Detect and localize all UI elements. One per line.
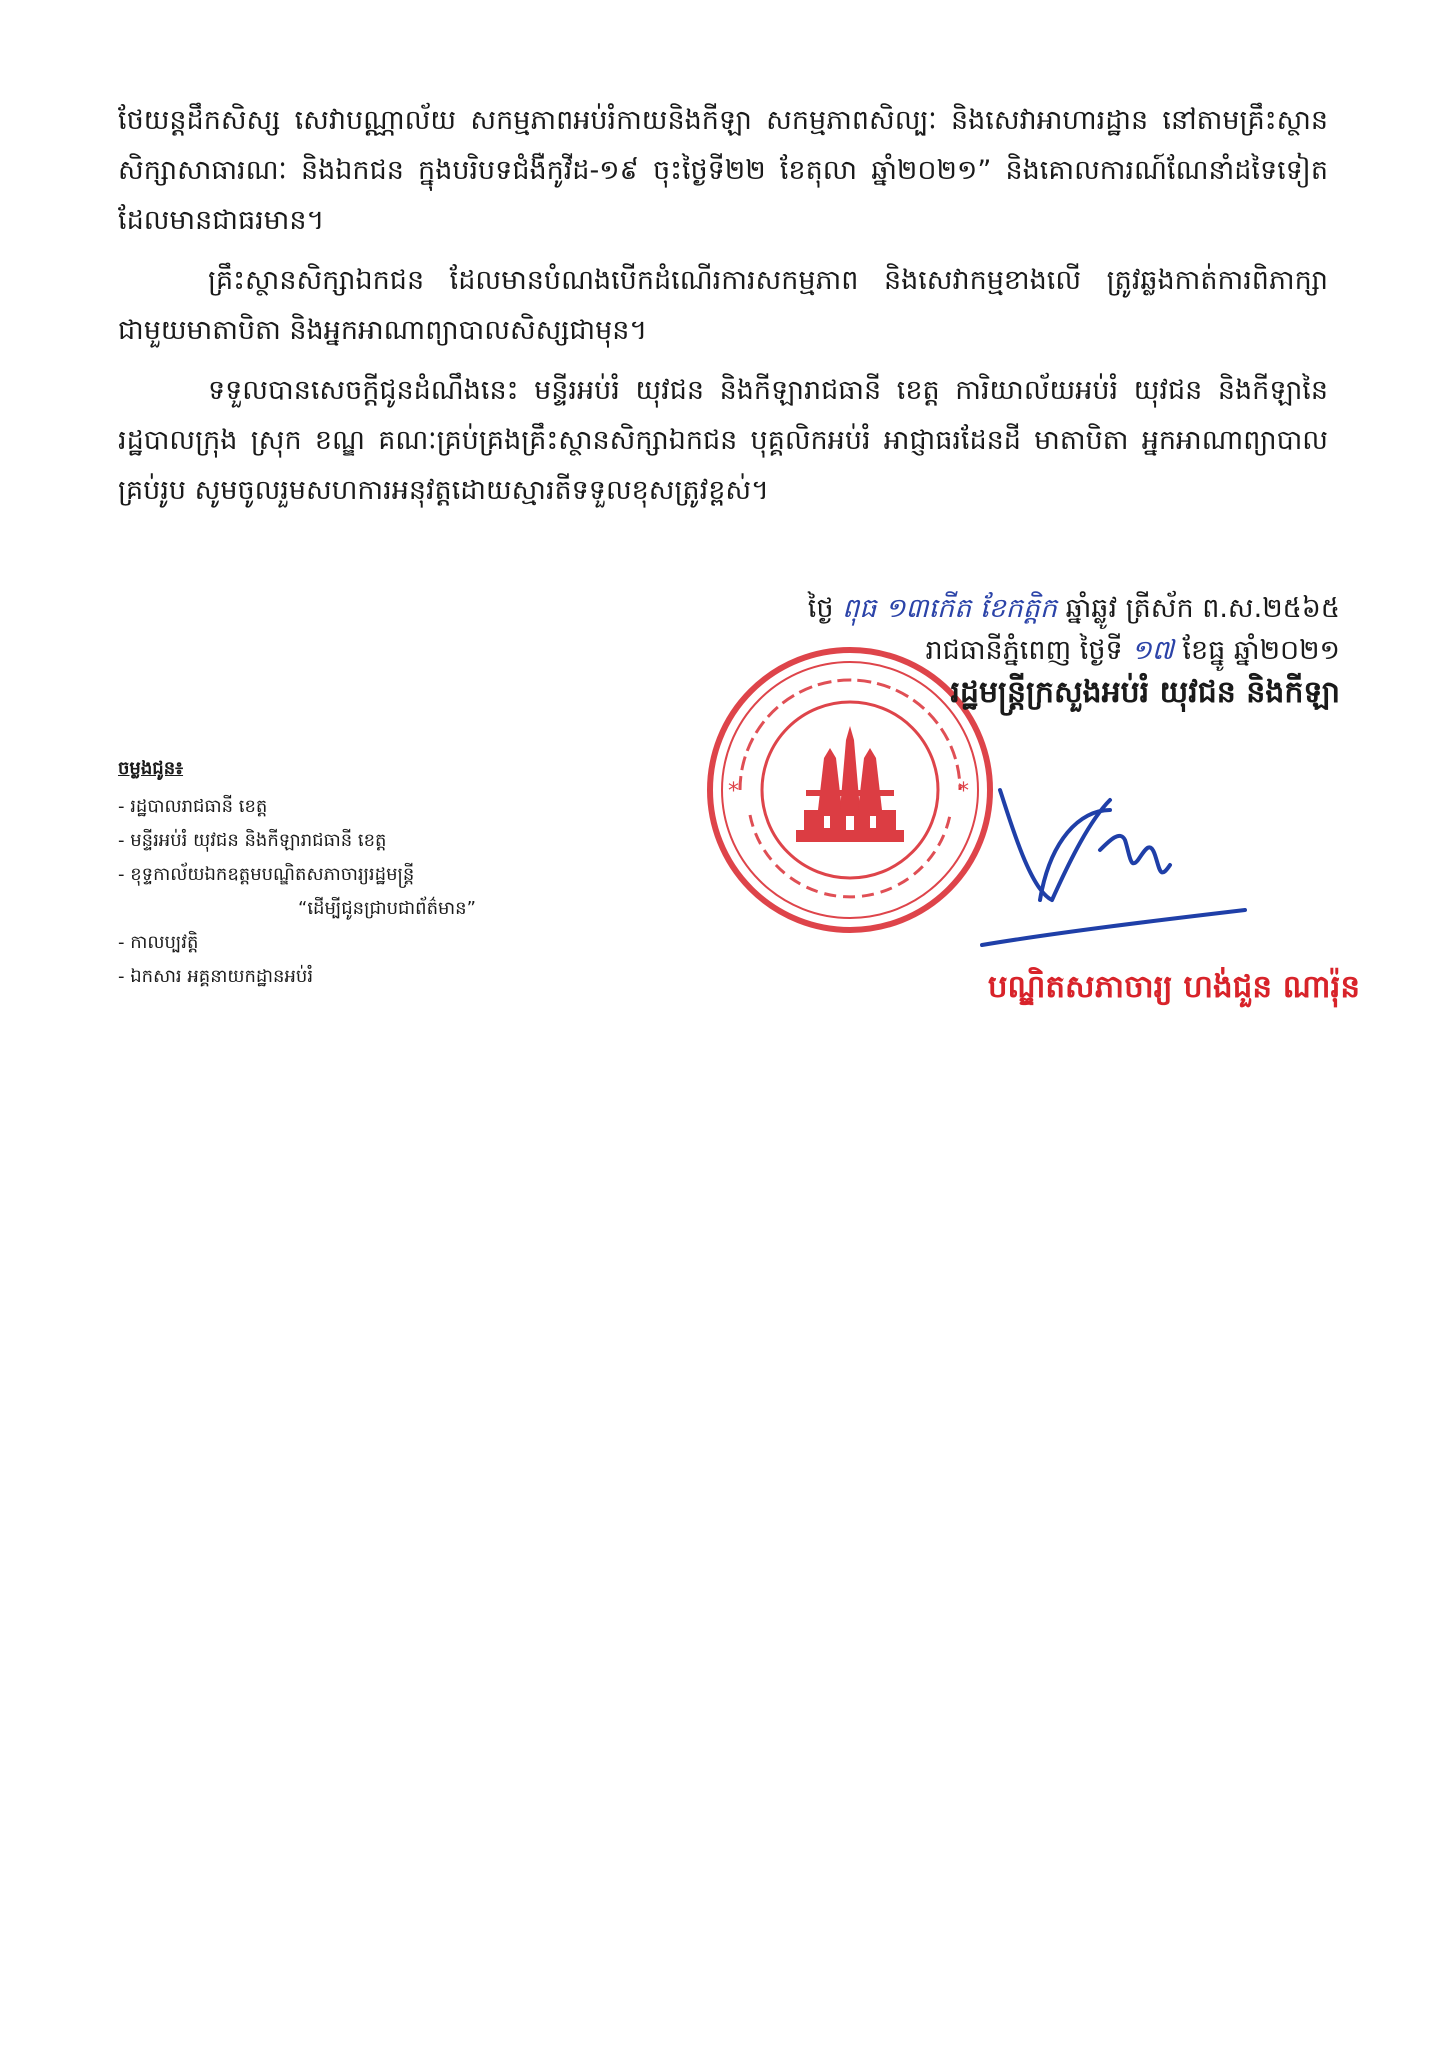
- solar-date-suffix: ខែធ្នូ ឆ្នាំ២០២១: [1182, 635, 1340, 666]
- lunar-date-suffix: ឆ្នាំឆ្លូវ ត្រីស័ក ព.ស.២៥៦៥: [1065, 593, 1340, 624]
- cc-subnote: “ដើម្បីជូនជ្រាបជាព័ត៌មាន”: [298, 898, 476, 919]
- svg-text:*: *: [728, 779, 739, 804]
- cc-block: [118, 752, 638, 994]
- cc-item: - ឯកសារ អគ្គនាយកដ្ឋានអប់រំ: [118, 966, 314, 987]
- lunar-date-handwritten: ពុធ ១៣កើត ខែកត្តិក: [842, 593, 1057, 624]
- solar-date-prefix: រាជធានីភ្នំពេញ ថ្ងៃទី: [925, 635, 1123, 666]
- date-block: [640, 588, 1340, 714]
- cc-item: - កាលប្បវត្តិ: [118, 932, 199, 953]
- lunar-date-line: [640, 588, 1340, 630]
- signer-name: បណ្ឌិតសភាចារ្យ ហង់ជួន ណារ៉ុន: [987, 969, 1360, 1005]
- cc-list: [118, 790, 638, 994]
- paragraph-3: ទទួលបានសេចក្តីជូនដំណឹងនេះ មន្ទីរអប់រំ យុវជន និងកីឡារាជធានី ខេត្ត ការិយាល័យអប់រំ យុវជន និងកីឡានៃរដ្ឋបាលក្រុង ស្រុក ខណ្ឌ គណៈគ្រប់គ្រងគ្រឹះស្ថានសិក្សាឯកជន បុគ្គលិកអប់រំ អាជ្ញាធរដែនដី មាតាបិតា អ្នកអាណាព្យាបាលគ្រប់រូប សូមចូលរួមសហការអនុវត្តដោយស្មារតីទទួលខុសត្រូវខ្ពស់។: [118, 375, 1328, 506]
- cc-item: - រដ្ឋបាលរាជធានី ខេត្ត: [118, 796, 268, 817]
- letter-body: [118, 96, 1328, 526]
- paragraph-1: ថែយន្តដឹកសិស្ស សេវាបណ្ណាល័យ សកម្មភាពអប់រំកាយនិងកីឡា សកម្មភាពសិល្បៈ និងសេវាអាហារដ្ឋាន នៅតាមគ្រឹះស្ថានសិក្សាសាធារណៈ និងឯកជន ក្នុងបរិបទជំងឺកូវីដ-១៩ ចុះថ្ងៃទី២២ ខែតុលា ឆ្នាំ២០២១” និងគោលការណ៍ណែនាំដទៃទៀត ដែលមានជាធរមាន។: [118, 105, 1328, 236]
- cc-heading: ចម្លងជូន៖: [118, 758, 184, 779]
- cc-item: - មន្ទីរអប់រំ យុវជន និងកីឡារាជធានី ខេត្ត: [118, 830, 387, 851]
- solar-date-day: ១៧: [1131, 635, 1174, 666]
- cc-item: - ខុទ្ទកាល័យឯកឧត្តមបណ្ឌិតសភាចារ្យរដ្ឋមន្ត្រី: [118, 864, 415, 885]
- handwritten-signature: [960, 780, 1260, 960]
- svg-text:*: *: [958, 779, 969, 804]
- lunar-date-prefix: ថ្ងៃ: [807, 593, 834, 624]
- solar-date-line: [640, 630, 1340, 672]
- minister-title: រដ្ឋមន្ត្រីក្រសួងអប់រំ យុវជន និងកីឡា: [950, 675, 1340, 710]
- paragraph-2: គ្រឹះស្ថានសិក្សាឯកជន ដែលមានបំណងបើកដំណើរការសកម្មភាព និងសេវាកម្មខាងលើ ត្រូវឆ្លងកាត់ការពិភាក្សាជាមួយមាតាបិតា និងអ្នកអាណាព្យាបាលសិស្សជាមុន។: [118, 265, 1328, 346]
